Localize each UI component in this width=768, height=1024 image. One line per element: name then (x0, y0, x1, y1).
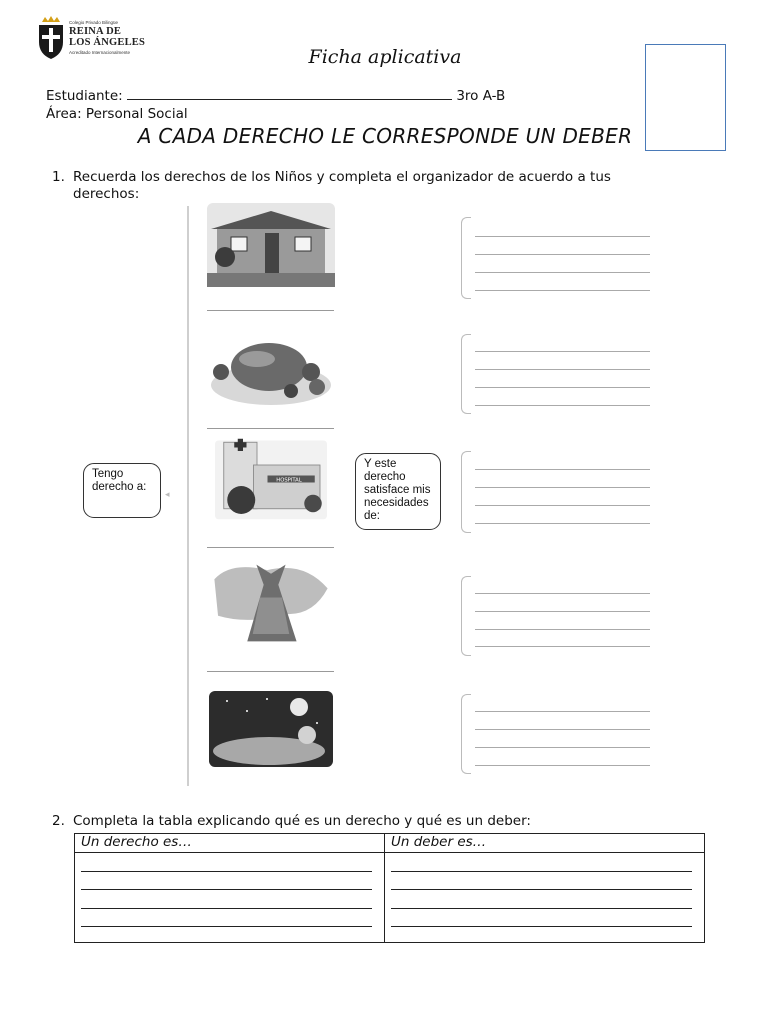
answer-line-4[interactable] (207, 671, 334, 672)
crest-icon (36, 16, 66, 60)
bracket-2 (461, 334, 471, 414)
write-line[interactable] (475, 487, 650, 488)
write-line[interactable] (475, 711, 650, 712)
write-line[interactable] (475, 593, 650, 594)
rights-duties-table (74, 833, 705, 943)
bubble-right-line2: derecho (364, 471, 406, 483)
table-write-line[interactable] (81, 890, 372, 909)
table-write-line[interactable] (81, 853, 372, 872)
q1-text-line1: Recuerda los derechos de los Niños y completa el organizador de acuerdo a tus (73, 169, 611, 185)
student-name-field[interactable] (127, 87, 452, 100)
write-line[interactable] (475, 351, 650, 352)
table-write-line[interactable] (81, 872, 372, 891)
grade-label: 3ro A-B (456, 88, 506, 104)
write-line[interactable] (475, 629, 650, 630)
bubble-left-line1: Tengo (92, 468, 124, 480)
organizer-connector (187, 206, 189, 786)
write-line[interactable] (475, 254, 650, 255)
page-title: Ficha aplicativa (308, 46, 462, 68)
q1-number: 1. (52, 169, 65, 185)
tengo-derecho-bubble (83, 463, 161, 518)
logo-name-2: LOS ÁNGELES (69, 37, 146, 48)
table-col-rights (75, 834, 385, 943)
write-line[interactable] (475, 747, 650, 748)
answer-line-3[interactable] (207, 547, 334, 548)
write-line[interactable] (475, 369, 650, 370)
school-logo (36, 16, 146, 62)
table-write-line[interactable] (391, 890, 692, 909)
q1-text-line2: derechos: (73, 186, 140, 202)
answer-line-1[interactable] (207, 310, 334, 311)
write-line[interactable] (475, 505, 650, 506)
food-icon (207, 327, 335, 411)
write-line[interactable] (475, 290, 650, 291)
logo-accreditation: Acreditado Internacionalmente (69, 50, 131, 55)
bracket-3 (461, 451, 471, 533)
area-label: Área: Personal Social (46, 106, 188, 122)
write-line[interactable] (475, 646, 650, 647)
bubble-right-line1: Y este (364, 458, 397, 470)
sleep-icon (207, 687, 335, 771)
student-label: Estudiante: (46, 88, 123, 104)
bracket-4 (461, 576, 471, 656)
hospital-icon (207, 437, 335, 521)
bubble-right-line5: de: (364, 510, 380, 522)
table-col-duties (385, 834, 705, 943)
student-line (46, 87, 505, 104)
bracket-5 (461, 694, 471, 774)
write-line[interactable] (475, 272, 650, 273)
house-icon (207, 203, 335, 287)
bracket-1 (461, 217, 471, 299)
arrow-icon: ◂ (165, 490, 170, 500)
table-write-line[interactable] (81, 909, 372, 928)
bubble-right-line4: necesidades (364, 497, 429, 509)
table-write-line[interactable] (391, 853, 692, 872)
col-header-rights: Un derecho es… (75, 834, 384, 853)
logo-name-1: REINA DE (69, 26, 122, 37)
write-line[interactable] (475, 236, 650, 237)
write-line[interactable] (475, 387, 650, 388)
answer-line-2[interactable] (207, 428, 334, 429)
write-line[interactable] (475, 405, 650, 406)
write-line[interactable] (475, 765, 650, 766)
write-line[interactable] (475, 611, 650, 612)
write-line[interactable] (475, 523, 650, 524)
satisface-bubble (355, 453, 441, 530)
dress-icon (207, 561, 335, 645)
table-write-line[interactable] (391, 909, 692, 928)
write-line[interactable] (475, 469, 650, 470)
q2-text: Completa la tabla explicando qué es un derecho y qué es un deber: (73, 813, 531, 829)
write-line[interactable] (475, 729, 650, 730)
col-header-duties: Un deber es… (385, 834, 704, 853)
bubble-right-line3: satisface mis (364, 484, 431, 496)
logo-subtitle: Colegio Privado Bilingüe (69, 20, 119, 25)
worksheet-heading: A CADA DERECHO LE CORRESPONDE UN DEBER (137, 124, 633, 148)
svg-text:HOSPITAL: HOSPITAL (276, 477, 302, 484)
q2-number: 2. (52, 813, 65, 829)
bubble-left-line2: derecho a: (92, 481, 147, 493)
table-write-line[interactable] (391, 872, 692, 891)
